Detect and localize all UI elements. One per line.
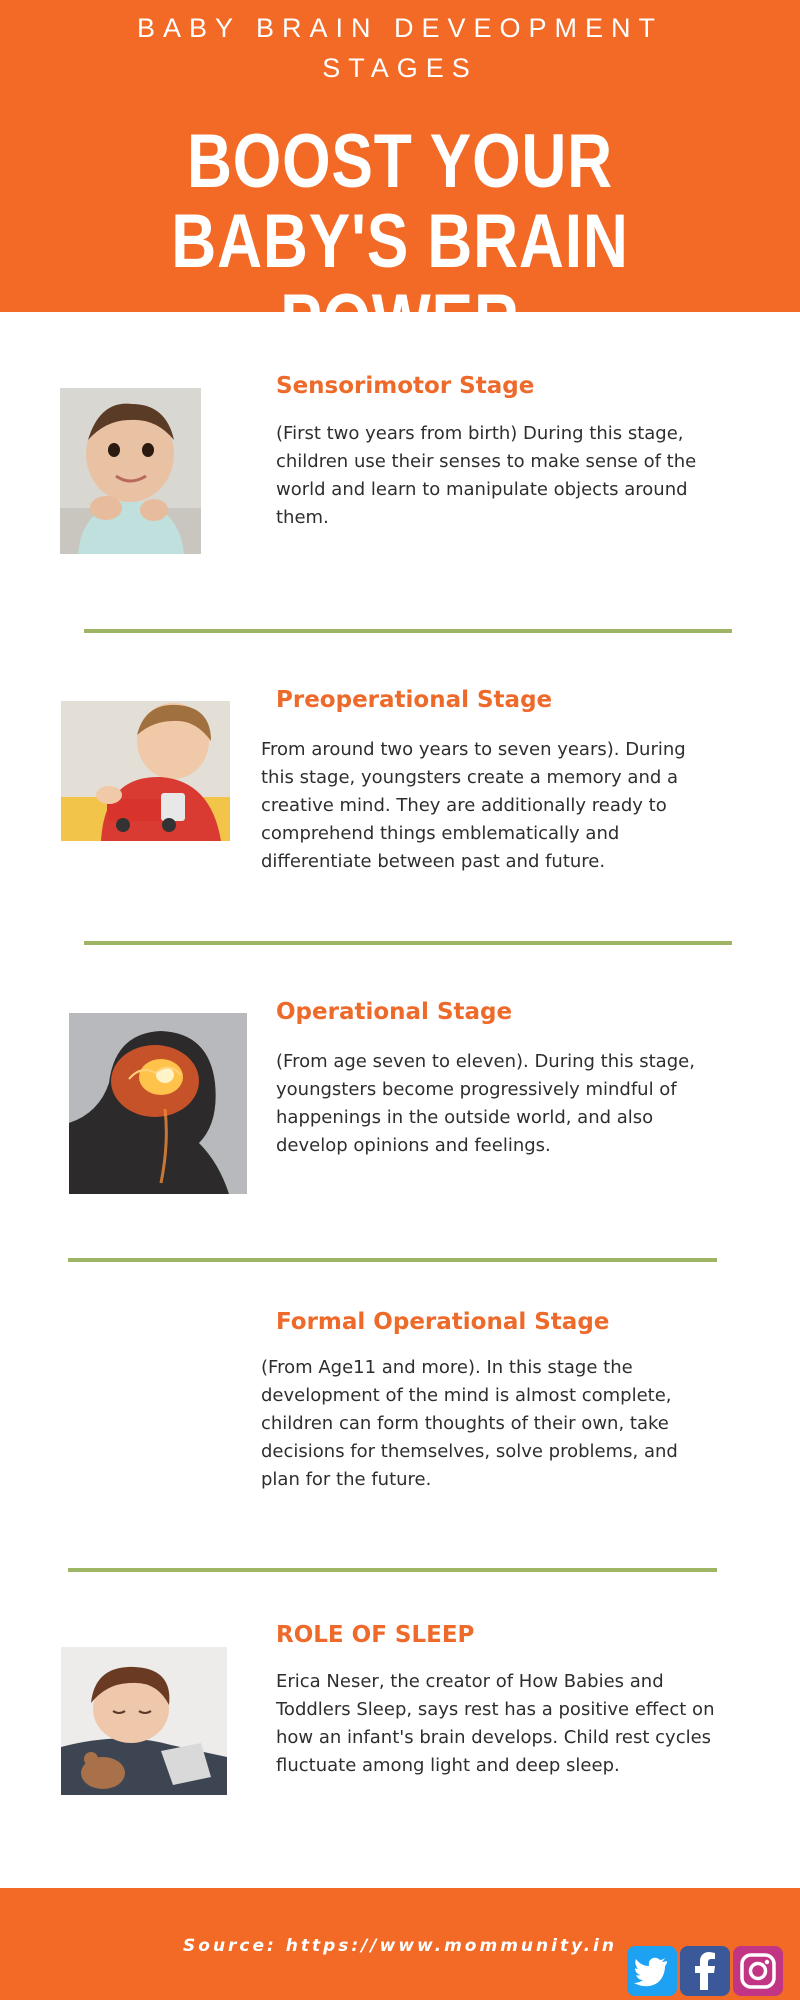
stage-text-preoperational: From around two years to seven years). During this stage, youngsters create a memory and a creative mind. They are additionally ready to comprehend things emblematically and differentiate between past and future. <box>261 739 686 872</box>
page-title: BOOST YOUR BABY'S BRAIN POWER <box>171 119 629 364</box>
instagram-icon[interactable] <box>733 1946 783 1996</box>
smiling-baby-photo <box>60 388 201 554</box>
child-glowing-brain-photo <box>69 1013 247 1194</box>
section-divider <box>84 629 732 633</box>
stage-text-role-of-sleep: Erica Neser, the creator of How Babies and Toddlers Sleep, says rest has a positive effect on how an infant's brain develops. Child rest cycles fluctuate among light and deep sleep. <box>276 1671 715 1776</box>
facebook-icon[interactable] <box>680 1946 730 1996</box>
stage-title-sensorimotor: Sensorimotor Stage <box>276 373 535 399</box>
stage-text-operational: (From age seven to eleven). During this stage, youngsters become progressively mindful of happenings in the outside world, and also develop opinions and feelings. <box>276 1051 695 1156</box>
stage-title-operational: Operational Stage <box>276 999 513 1025</box>
section-divider <box>68 1568 717 1572</box>
stage-title-preoperational: Preoperational Stage <box>276 687 553 713</box>
header-banner <box>0 0 800 364</box>
toddler-playing-with-toy-truck-photo <box>61 701 230 841</box>
source-credit: Source: https://www.mommunity.in <box>183 1936 617 1956</box>
stage-title-formal-operational: Formal Operational Stage <box>276 1309 610 1335</box>
sleeping-child-photo <box>61 1647 227 1795</box>
section-divider <box>84 941 732 945</box>
section-divider <box>68 1258 717 1262</box>
stage-text-sensorimotor: (First two years from birth) During this stage, children use their senses to make sense of the world and learn to manipulate objects around them. <box>276 423 697 528</box>
twitter-icon[interactable] <box>627 1946 677 1996</box>
stage-text-formal-operational: (From Age11 and more). In this stage the development of the mind is almost complete, children can form thoughts of their own, take decisions for themselves, solve problems, and plan for the future. <box>261 1357 678 1490</box>
stage-title-role-of-sleep: ROLE OF SLEEP <box>276 1622 475 1648</box>
page-subtitle: BABY BRAIN DEVEOPMENT STAGES <box>136 13 664 83</box>
